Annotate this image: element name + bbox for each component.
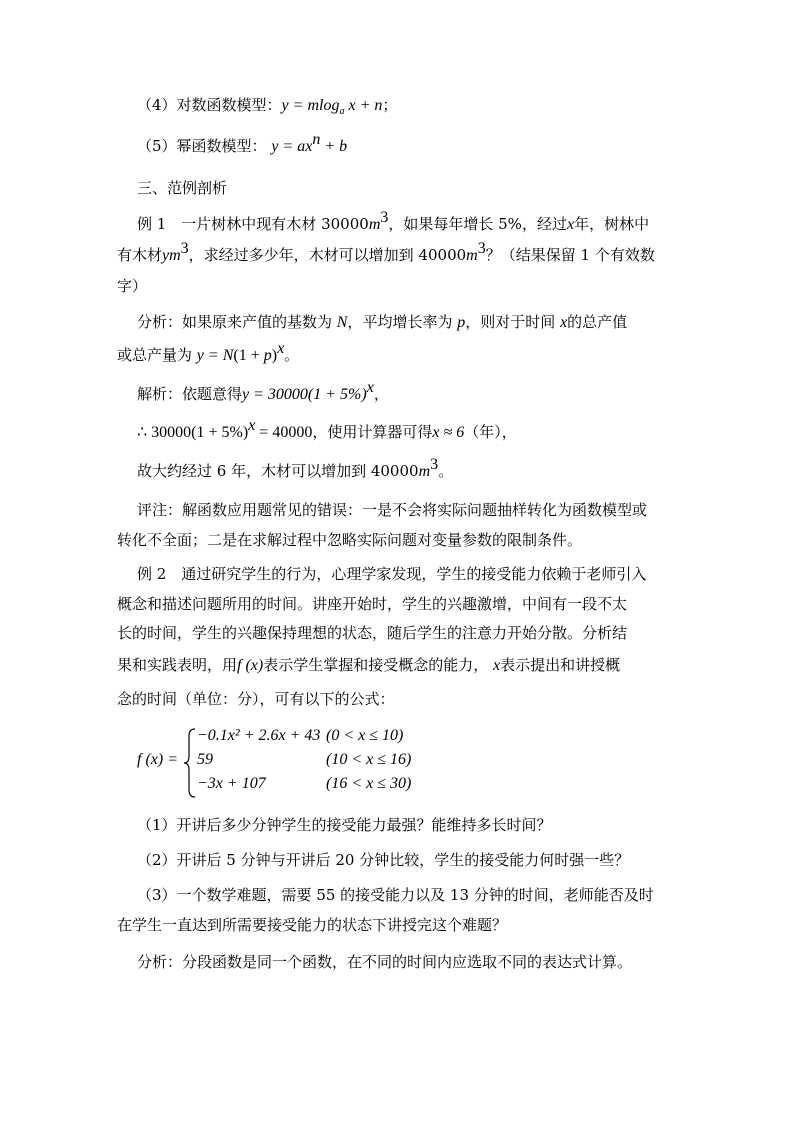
ex1-text-f: ？（结果保留 1 个有效数 xyxy=(485,246,655,264)
var-ym: ym xyxy=(162,247,181,264)
power-exponent: n xyxy=(312,131,321,148)
sol2-text-a: ，使用计算器可得 xyxy=(312,423,433,441)
log-model-formula xyxy=(281,97,383,117)
formula-y: y xyxy=(281,97,289,114)
sol3-text: 故大约经过 6 年，木材可以增加到 40000 xyxy=(137,462,419,480)
var-x: x xyxy=(566,216,575,233)
piecewise-row1-expr: −0.1x² + 2.6x + 43 xyxy=(197,727,321,744)
comment-line1: 评注：解函数应用题常见的错误：一是不会将实际问题抽样转化为函数模型或 xyxy=(137,501,648,519)
left-brace-icon xyxy=(183,728,197,798)
piecewise-row1-cond: (0 < x ≤ 10) xyxy=(326,727,404,744)
formula-eq: = xyxy=(288,97,308,114)
var-x: x xyxy=(493,657,501,674)
example1-line1 xyxy=(137,209,650,235)
analysis2-line: 分析：分段函数是同一个函数，在不同的时间内应选取不同的表达式计算。 xyxy=(137,953,633,971)
sol1-text-a: 解析：依题意得 xyxy=(137,385,243,403)
example2-line1: 例 2 通过研究学生的行为，心理学家发现，学生的接受能力依赖于老师引入 xyxy=(137,565,647,583)
an1-text-f: 。 xyxy=(284,346,300,364)
solution-line3 xyxy=(137,456,454,482)
approx-formula: x ≈ 6 xyxy=(432,424,465,441)
formula-m: m xyxy=(307,97,320,114)
example2-line4 xyxy=(117,655,620,676)
unit-m: m xyxy=(418,463,431,480)
exp-x: x xyxy=(277,340,285,357)
an1-text-a: 分析：如果原来产值的基数为 xyxy=(137,313,333,331)
section-heading: 三、范例剖析 xyxy=(137,179,228,197)
power-model-label: （5）幂函数模型： xyxy=(137,137,267,155)
piecewise-lhs: f (x) = xyxy=(137,751,178,768)
piecewise-row3-cond: (16 < x ≤ 30) xyxy=(326,775,412,792)
analysis1-line2 xyxy=(117,340,300,366)
var-x: x xyxy=(560,314,568,331)
an1-text-b: ，平均增长率为 xyxy=(347,313,453,331)
var-p: p xyxy=(457,314,466,331)
example1-line3: 字） xyxy=(117,277,148,295)
ex1-text-b: ，如果每年增长 5%，经过 xyxy=(388,215,567,233)
example1-line2 xyxy=(117,240,655,266)
formula-n: n xyxy=(374,97,383,114)
formula-yN: y = N xyxy=(196,347,234,364)
solution-line1 xyxy=(137,379,389,405)
an1-text-e: 或总产量为 xyxy=(117,346,193,364)
formula-p: p xyxy=(263,347,272,364)
sol2-text-b: （年）， xyxy=(464,423,517,441)
log-model-line xyxy=(137,95,397,116)
power-formula-lhs: y = ax xyxy=(271,138,313,155)
piecewise-row2-expr: 59 xyxy=(197,751,213,768)
question-2: （2）开讲后 5 分钟与开讲后 20 分钟比较，学生的接受能力何时强一些？ xyxy=(137,851,630,869)
therefore-formula: ∴ 30000(1 + 5%) xyxy=(137,424,249,441)
piecewise-row3-expr: −3x + 107 xyxy=(197,775,266,792)
ex1-text-e: ，求经过多少年，木材可以增加到 40000 xyxy=(188,246,467,264)
cube-exp: 3 xyxy=(380,209,389,226)
an1-text-c: ，则对于时间 xyxy=(465,313,556,331)
solution-line2 xyxy=(137,417,517,443)
sol3-end: 。 xyxy=(438,462,454,480)
eq-40000: = 40000 xyxy=(255,424,313,441)
example2-line3: 长的时间，学生的兴趣保持理想的状态，随后学生的注意力开始分散。分析结 xyxy=(117,624,628,642)
comment-line2: 转化不全面；二是在求解过程中忽略实际问题对变量参数的限制条件。 xyxy=(117,531,583,549)
example2-line5: 念的时间（单位：分），可有以下的公式： xyxy=(117,690,395,708)
formula-close: ) xyxy=(271,347,278,364)
formula-base-a: a xyxy=(339,106,345,117)
question-3-line1: （3）一个数学难题，需要 55 的接受能力以及 13 分钟的时间，老师能否及时 xyxy=(137,886,654,904)
ex1-text-c: 年，树林中 xyxy=(574,215,650,233)
question-3-line2: 在学生一直达到所需要接受能力的状态下讲授完这个难题？ xyxy=(117,916,508,934)
ex1-text-a: 例 1 一片树林中现有木材 30000 xyxy=(137,215,369,233)
ex2-text-b: 表示学生掌握和接受概念的能力， xyxy=(263,656,489,674)
cube-exp: 3 xyxy=(477,240,486,257)
cube-exp: 3 xyxy=(180,240,189,257)
sol1-text-b: ， xyxy=(373,385,389,403)
log-model-semicolon: ； xyxy=(382,96,398,114)
piecewise-row2-cond: (10 < x ≤ 16) xyxy=(326,751,412,768)
power-formula-rhs: + b xyxy=(320,138,348,155)
formula-plus: + xyxy=(355,97,375,114)
power-model-line xyxy=(137,131,348,157)
formula-x: x xyxy=(348,97,356,114)
unit-m: m xyxy=(368,216,381,233)
question-1: （1）开讲后多少分钟学生的接受能力最强？能维持多长时间？ xyxy=(137,816,552,834)
cube-exp: 3 xyxy=(430,456,439,473)
exp-x: x xyxy=(366,379,374,396)
var-N: N xyxy=(336,314,348,331)
log-model-label: （4）对数函数模型： xyxy=(137,96,282,114)
formula-onep: (1 + xyxy=(233,347,264,364)
formula-log: log xyxy=(319,97,340,114)
unit-m: m xyxy=(466,247,478,264)
ex1-text-d: 有木材 xyxy=(117,246,163,264)
ex2-text-c: 表示提出和讲授概 xyxy=(500,656,621,674)
example2-line2: 概念和描述问题所用的时间。讲座开始时，学生的兴趣激增，中间有一段不太 xyxy=(117,595,628,613)
analysis1-line1 xyxy=(137,312,627,333)
ex2-text-a: 果和实践表明，用 xyxy=(117,656,238,674)
sol1-formula: y = 30000(1 + 5%) xyxy=(242,386,367,403)
fx-symbol: f (x) xyxy=(237,657,264,674)
an1-text-d: 的总产值 xyxy=(567,313,628,331)
exp-x: x xyxy=(248,417,256,434)
